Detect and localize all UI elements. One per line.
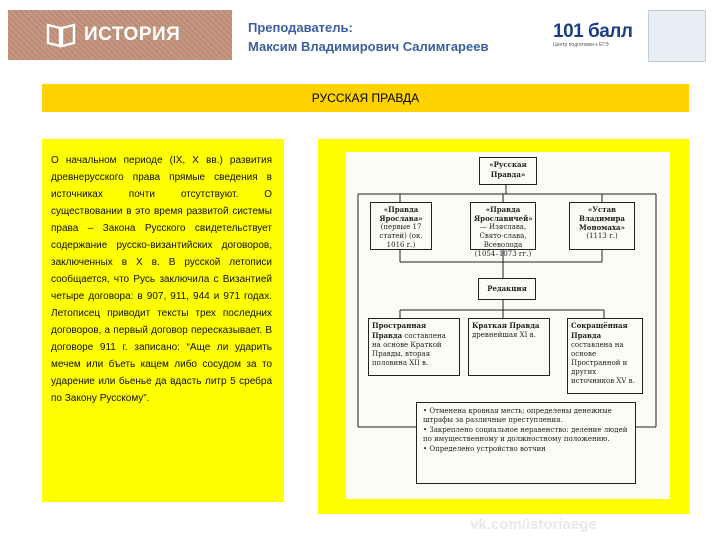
edition-box xyxy=(478,278,536,300)
edition-label: Редакция xyxy=(487,284,527,293)
source-title: «Устав Владимира Мономаха» xyxy=(579,205,625,232)
source-title: «Правда Ярослава» xyxy=(379,205,423,223)
source-box-monomakh xyxy=(569,202,635,250)
teacher-name: Максим Владимирович Салимгареев xyxy=(248,39,489,54)
edition-title: Сокращённая Правда xyxy=(571,321,628,340)
scheme xyxy=(346,152,670,499)
score-title: 101 балл xyxy=(553,21,633,42)
page-title: РУССКАЯ ПРАВДА xyxy=(42,84,689,112)
edition-desc: древнейшая XI в. xyxy=(472,331,536,339)
source-desc: (первые 17 статей) (ок. 1016 г.) xyxy=(379,223,423,249)
feature-item: • Определено устройство вотчин xyxy=(423,445,546,453)
feature-item: • Отменена кровная месть; определены денежные штрафы за различные преступления. xyxy=(423,407,612,424)
source-desc: — Изяслава, Свято-слава, Всеволода (1054–1073 гг.) xyxy=(474,223,532,258)
root-title: «Русская Правда» xyxy=(489,160,527,179)
logo-box xyxy=(648,10,706,62)
edition-desc: составлена на основе Пространной и других источников XV в. xyxy=(571,341,635,385)
teacher-label: Преподаватель: xyxy=(248,20,353,35)
source-box-yaroslav xyxy=(370,202,432,250)
score-logo xyxy=(553,22,632,48)
edition-box-prostrannaya xyxy=(368,318,460,376)
watermark: vk.com/istoriaege xyxy=(470,516,597,533)
brand-title: ИСТОРИЯ xyxy=(84,24,181,45)
edition-desc: составлена на основе Краткой Правды, вторая половина XII в. xyxy=(372,332,446,367)
source-box-yaroslavichi xyxy=(470,202,536,258)
book-icon xyxy=(46,22,76,48)
edition-box-sokrashchyonnaya xyxy=(567,318,643,394)
root-box xyxy=(479,157,537,185)
source-title: «Правда Ярославичей» xyxy=(474,205,533,223)
feature-item: • Закреплено социальное неравенство: деление людей по имущественному и должностному положению. xyxy=(423,426,628,443)
features-box xyxy=(416,402,636,484)
teacher-info xyxy=(248,18,488,56)
text-panel xyxy=(42,139,284,502)
brand-banner xyxy=(8,10,232,60)
body-text: О начальном периоде (IX, X вв.) развития древнерусского права прямые сведения в источниках почти отсутствуют. О существовании в это время развитой системы права – Закона Русского свидетельствует содержание русско-византийских договоров, заключенных в X в. В русской летописи сообщается, что Русь заключила с Византией четыре договора: в 907, 911, 944 и 971 годах. Летописец приводит тексты трех последних договоров, а первый договор пересказывает. В договоре 911 г. записано: “Аще ли ударить мечем или бъеть кацем либо сосудом за то ударение или бьенье да вдасть литр 5 сребра по Закону Русскому”. xyxy=(51,155,272,404)
score-subtitle: Центр подготовки к ЕГЭ xyxy=(553,42,609,48)
edition-title: Краткая Правда xyxy=(472,321,540,330)
diagram-panel xyxy=(318,139,689,514)
edition-box-kratkaya xyxy=(468,318,550,376)
source-desc: (1113 г.) xyxy=(586,232,618,240)
edition-title: Пространная Правда xyxy=(372,321,427,340)
